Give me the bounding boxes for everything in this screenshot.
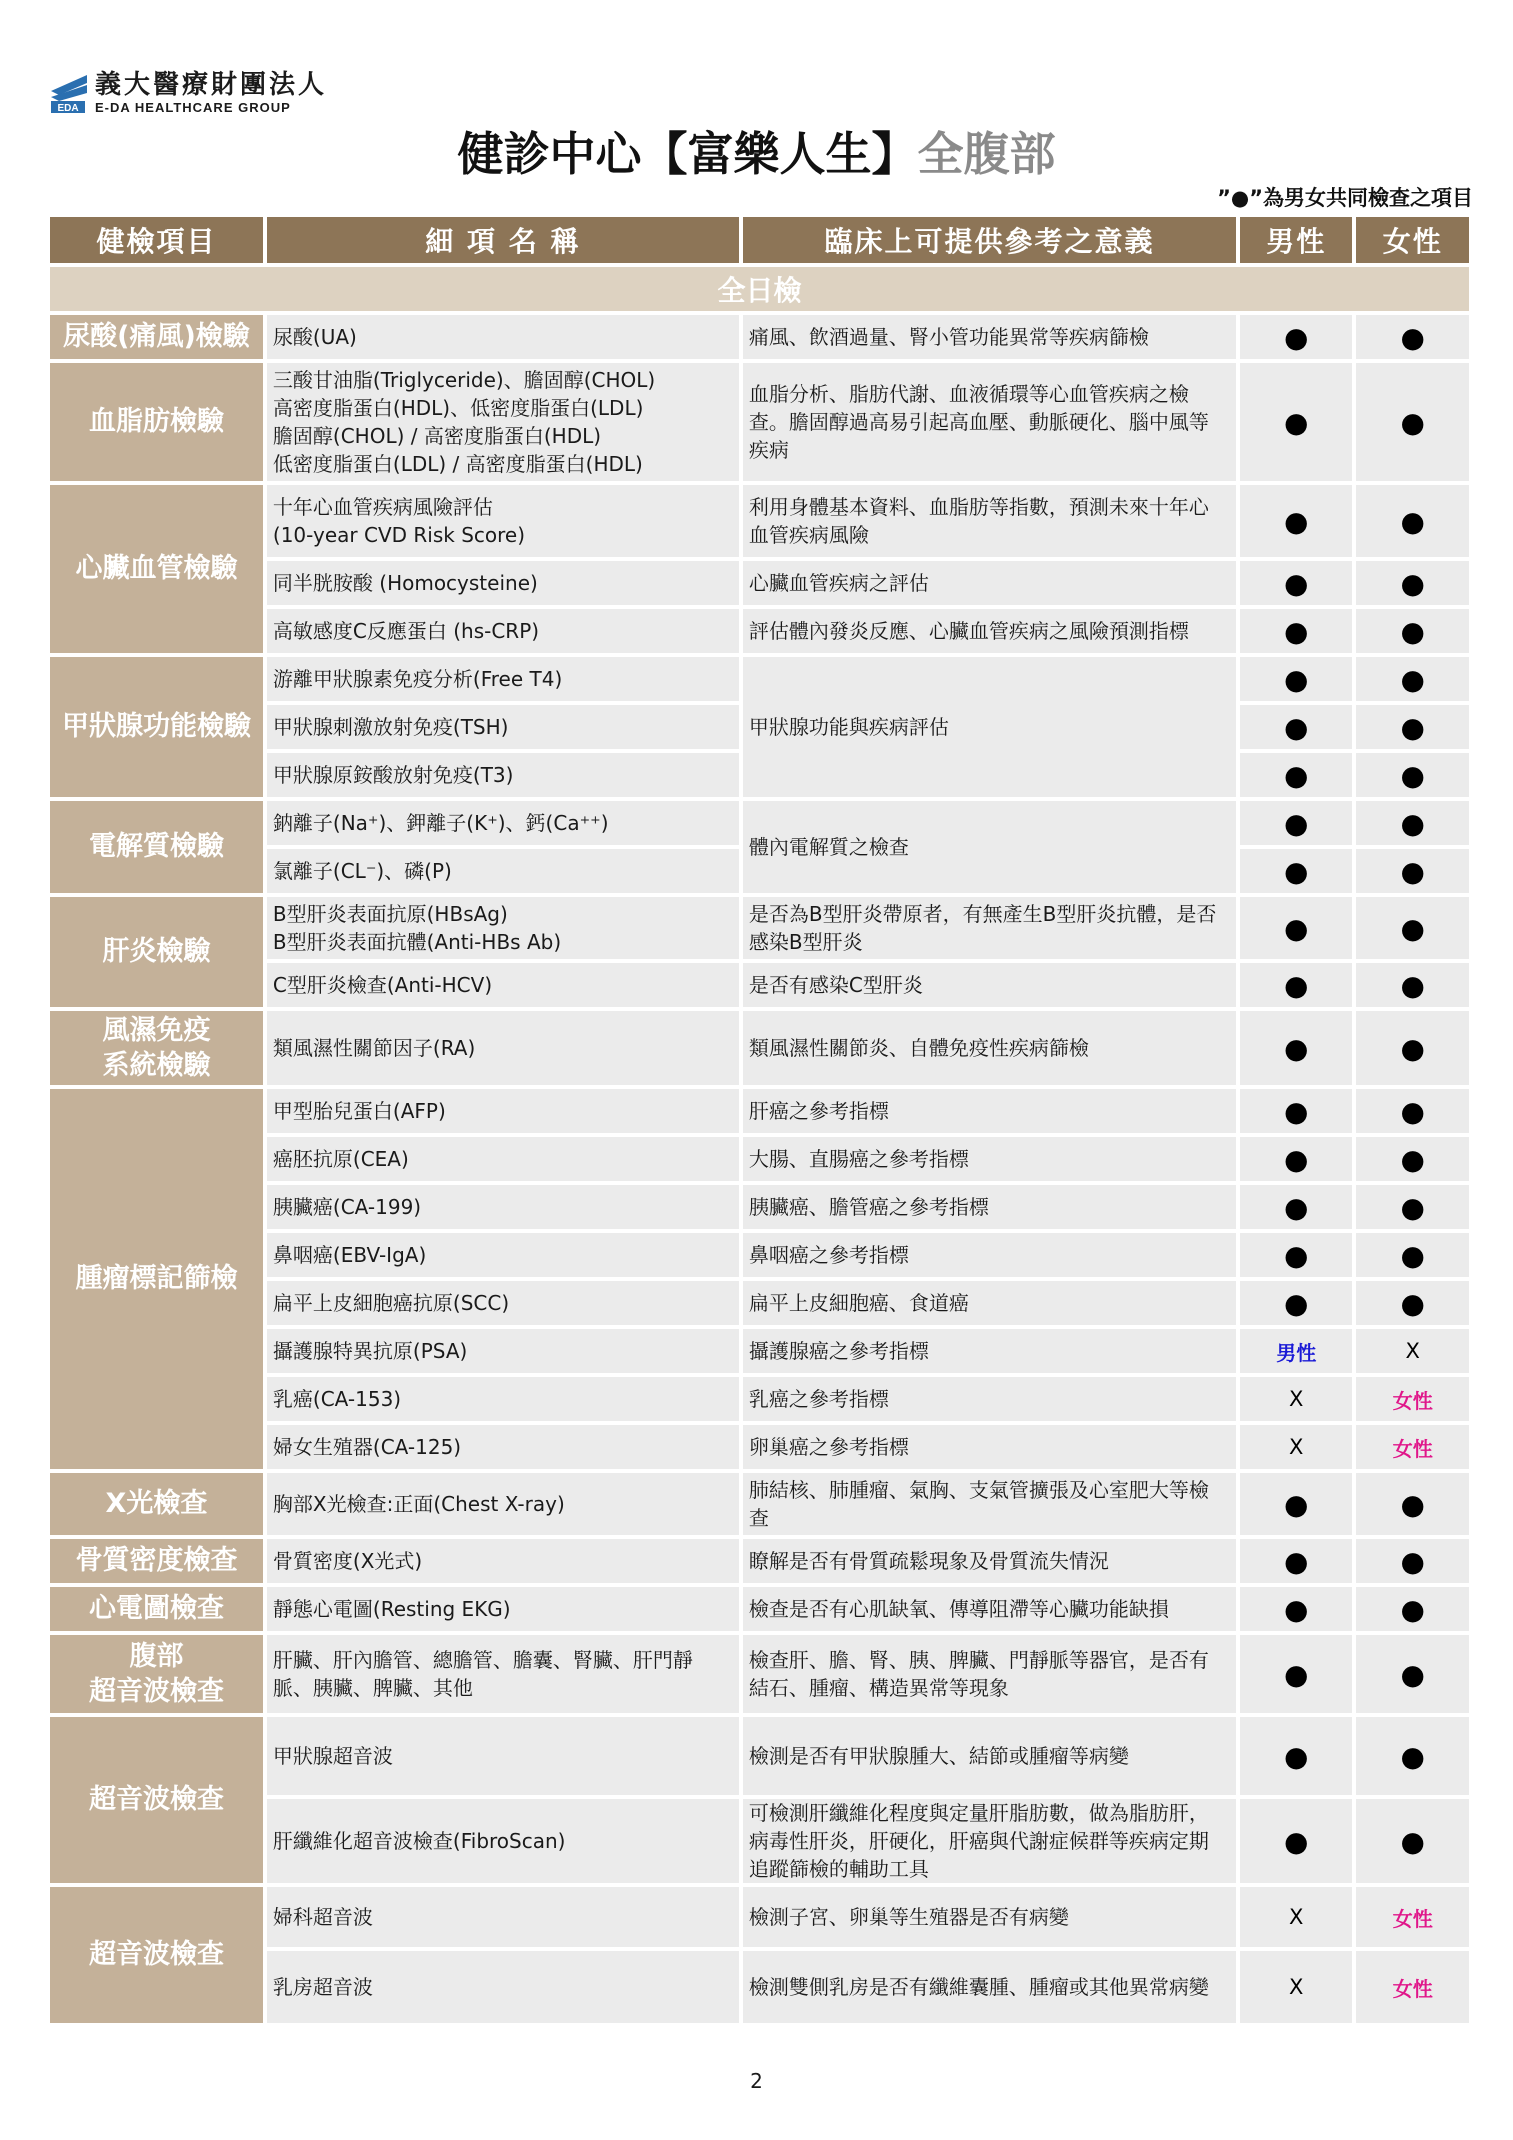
- female-mark: ●: [1356, 1635, 1469, 1713]
- female-mark: ●: [1356, 1089, 1469, 1133]
- title-grey: 全腹部: [917, 127, 1056, 181]
- logo-english-name: E-DA HEALTHCARE GROUP: [95, 100, 291, 115]
- female-mark: ●: [1356, 1717, 1469, 1795]
- item-line: B型肝炎表面抗體(Anti-HBs Ab): [272, 930, 562, 954]
- female-mark: ●: [1356, 1233, 1469, 1277]
- male-mark: ●: [1240, 315, 1352, 359]
- female-mark: ●: [1356, 1799, 1469, 1883]
- male-mark: X: [1240, 1951, 1352, 2023]
- category-thyroid: 甲狀腺功能檢驗: [50, 657, 263, 797]
- male-mark: ●: [1240, 609, 1352, 653]
- table-row: [50, 801, 1469, 845]
- category-uric-acid: 尿酸(痛風)檢驗: [50, 315, 263, 359]
- eda-logo-icon: [47, 71, 91, 115]
- item-name: 胰臟癌(CA-199): [267, 1185, 739, 1229]
- female-mark: [1356, 1377, 1469, 1421]
- table-row: [50, 1089, 1469, 1133]
- table-row: [50, 1473, 1469, 1535]
- item-meaning: 檢測雙側乳房是否有纖維囊腫、腫瘤或其他異常病變: [743, 1951, 1236, 2023]
- item-meaning: 胰臟癌、膽管癌之參考指標: [743, 1185, 1236, 1229]
- logo-chinese-name: 義大醫療財團法人: [95, 70, 328, 100]
- header-item: 細 項 名 稱: [267, 217, 739, 263]
- male-only-label: 男性: [1276, 1340, 1317, 1365]
- item-name: 肝纖維化超音波檢查(FibroScan): [267, 1799, 739, 1883]
- male-mark: ●: [1240, 753, 1352, 797]
- item-meaning: 評估體內發炎反應、心臟血管疾病之風險預測指標: [743, 609, 1236, 653]
- item-name: 甲狀腺刺激放射免疫(TSH): [267, 705, 739, 749]
- item-name: 胸部X光檢查:正面(Chest X-ray): [267, 1473, 739, 1535]
- category-ultrasound: 超音波檢查: [50, 1717, 263, 1883]
- section-row: [50, 267, 1469, 311]
- item-meaning: 體內電解質之檢查: [743, 801, 1236, 893]
- male-mark: ●: [1240, 657, 1352, 701]
- item-name: 尿酸(UA): [267, 315, 739, 359]
- item-name: [267, 1635, 739, 1713]
- table-row: [50, 1539, 1469, 1583]
- meaning-line: 是否為B型肝炎帶原者，有無產生B型肝炎抗體，是否: [748, 902, 1217, 926]
- meaning-line: 可檢測肝纖維化程度與定量肝脂肪數，做為脂肪肝，: [748, 1801, 1209, 1825]
- item-meaning: [743, 485, 1236, 557]
- male-mark: ●: [1240, 1717, 1352, 1795]
- meaning-line: 感染B型肝炎: [748, 930, 863, 954]
- item-meaning: 是否有感染C型肝炎: [743, 963, 1236, 1007]
- meaning-line: 查。膽固醇過高易引起高血壓、動脈硬化、腦中風等: [748, 410, 1209, 434]
- male-mark: ●: [1240, 1539, 1352, 1583]
- header-category: 健檢項目: [50, 217, 263, 263]
- female-mark: ●: [1356, 1137, 1469, 1181]
- male-mark: ●: [1240, 1281, 1352, 1325]
- meaning-line: 血脂分析、脂肪代謝、血液循環等心血管疾病之檢: [748, 382, 1189, 406]
- male-mark: ●: [1240, 485, 1352, 557]
- female-mark: ●: [1356, 1011, 1469, 1085]
- title-main: 健診中心【富樂人生】: [457, 127, 918, 181]
- item-name: 癌胚抗原(CEA): [267, 1137, 739, 1181]
- male-mark: ●: [1240, 849, 1352, 893]
- female-mark: [1356, 1951, 1469, 2023]
- item-line: B型肝炎表面抗原(HBsAg): [272, 902, 508, 926]
- female-mark: ●: [1356, 849, 1469, 893]
- meaning-line: 追蹤篩檢的輔助工具: [748, 1857, 929, 1881]
- svg-text:EDA: EDA: [57, 103, 79, 114]
- item-name: 靜態心電圖(Resting EKG): [267, 1587, 739, 1631]
- male-mark: ●: [1240, 897, 1352, 959]
- male-mark: ●: [1240, 1233, 1352, 1277]
- item-name: 游離甲狀腺素免疫分析(Free T4): [267, 657, 739, 701]
- item-name: C型肝炎檢查(Anti-HCV): [267, 963, 739, 1007]
- male-mark: ●: [1240, 1635, 1352, 1713]
- header-meaning: 臨床上可提供參考之意義: [743, 217, 1236, 263]
- category-abdominal-ultrasound: [50, 1635, 263, 1713]
- female-mark: [1356, 1887, 1469, 1947]
- item-line: 脈、胰臟、脾臟、其他: [272, 1676, 473, 1700]
- category-line: 風濕免疫: [102, 1014, 211, 1046]
- female-mark: ●: [1356, 363, 1469, 481]
- item-name: 乳癌(CA-153): [267, 1377, 739, 1421]
- male-mark: X: [1240, 1887, 1352, 1947]
- item-line: 十年心血管疾病風險評估: [272, 495, 493, 519]
- male-mark: X: [1240, 1377, 1352, 1421]
- male-mark: ●: [1240, 705, 1352, 749]
- male-mark: ●: [1240, 1185, 1352, 1229]
- page-title: [0, 118, 1513, 184]
- item-meaning: 檢查是否有心肌缺氧、傳導阻滯等心臟功能缺損: [743, 1587, 1236, 1631]
- category-ecg: 心電圖檢查: [50, 1587, 263, 1631]
- item-meaning: 乳癌之參考指標: [743, 1377, 1236, 1421]
- item-meaning: 甲狀腺功能與疾病評估: [743, 657, 1236, 797]
- female-mark: ●: [1356, 657, 1469, 701]
- female-mark: ●: [1356, 315, 1469, 359]
- item-name: 鼻咽癌(EBV-IgA): [267, 1233, 739, 1277]
- checkup-table: [46, 213, 1473, 2027]
- item-meaning: 卵巢癌之參考指標: [743, 1425, 1236, 1469]
- category-electrolytes: 電解質檢驗: [50, 801, 263, 893]
- item-name: 甲狀腺原銨酸放射免疫(T3): [267, 753, 739, 797]
- female-mark: ●: [1356, 1539, 1469, 1583]
- female-only-label: 女性: [1392, 1976, 1433, 2001]
- category-hepatitis: 肝炎檢驗: [50, 897, 263, 1007]
- male-mark: [1240, 1329, 1352, 1373]
- table-row: [50, 1587, 1469, 1631]
- meaning-line: 血管疾病風險: [748, 523, 869, 547]
- female-mark: ●: [1356, 609, 1469, 653]
- item-name: 骨質密度(X光式): [267, 1539, 739, 1583]
- category-ultrasound-women: 超音波檢查: [50, 1887, 263, 2023]
- item-name: 同半胱胺酸 (Homocysteine): [267, 561, 739, 605]
- male-mark: ●: [1240, 363, 1352, 481]
- female-mark: ●: [1356, 561, 1469, 605]
- section-title: 全日檢: [50, 267, 1469, 311]
- item-meaning: [743, 1799, 1236, 1883]
- category-line: 系統檢驗: [102, 1050, 211, 1081]
- item-name: 鈉離子(Na⁺)、鉀離子(K⁺)、鈣(Ca⁺⁺): [267, 801, 739, 845]
- table-row: [50, 1887, 1469, 1947]
- table-row: [50, 897, 1469, 959]
- table-row: [50, 485, 1469, 557]
- page-number: 2: [750, 2069, 763, 2093]
- item-name: 甲狀腺超音波: [267, 1717, 739, 1795]
- item-line: 低密度脂蛋白(LDL) / 高密度脂蛋白(HDL): [272, 452, 643, 476]
- female-mark: ●: [1356, 801, 1469, 845]
- female-only-label: 女性: [1392, 1906, 1433, 1931]
- table-row: [50, 1011, 1469, 1085]
- logo: [47, 70, 327, 116]
- female-mark: [1356, 1425, 1469, 1469]
- category-cardiovascular: 心臟血管檢驗: [50, 485, 263, 653]
- item-meaning: 檢測是否有甲狀腺腫大、結節或腫瘤等病變: [743, 1717, 1236, 1795]
- item-meaning: 肝癌之參考指標: [743, 1089, 1236, 1133]
- category-line: 腹部: [129, 1640, 184, 1672]
- header-female: 女性: [1356, 217, 1469, 263]
- meaning-line: 查: [748, 1506, 769, 1530]
- meaning-line: 肺結核、肺腫瘤、氣胸、支氣管擴張及心室肥大等檢: [748, 1478, 1209, 1502]
- female-mark: ●: [1356, 963, 1469, 1007]
- item-line: (10-year CVD Risk Score): [272, 523, 526, 547]
- item-name: [267, 897, 739, 959]
- female-mark: ●: [1356, 753, 1469, 797]
- category-rheumatology: [50, 1011, 263, 1085]
- item-meaning: 扁平上皮細胞癌、食道癌: [743, 1281, 1236, 1325]
- category-lipids: 血脂肪檢驗: [50, 363, 263, 481]
- female-mark: ●: [1356, 485, 1469, 557]
- item-meaning: 類風濕性關節炎、自體免疫性疾病篩檢: [743, 1011, 1236, 1085]
- female-only-label: 女性: [1392, 1388, 1433, 1413]
- item-line: 膽固醇(CHOL) / 高密度脂蛋白(HDL): [272, 424, 602, 448]
- item-name: 攝護腺特異抗原(PSA): [267, 1329, 739, 1373]
- meaning-line: 疾病: [748, 438, 789, 462]
- female-mark: ●: [1356, 1587, 1469, 1631]
- female-mark: ●: [1356, 705, 1469, 749]
- category-line: 超音波檢查: [88, 1676, 224, 1707]
- item-line: 肝臟、肝內膽管、總膽管、膽囊、腎臟、肝門靜: [272, 1648, 693, 1672]
- item-name: 扁平上皮細胞癌抗原(SCC): [267, 1281, 739, 1325]
- table-row: [50, 1635, 1469, 1713]
- item-meaning: 檢測子宮、卵巢等生殖器是否有病變: [743, 1887, 1236, 1947]
- male-mark: ●: [1240, 1011, 1352, 1085]
- item-meaning: 心臟血管疾病之評估: [743, 561, 1236, 605]
- category-bone-density: 骨質密度檢查: [50, 1539, 263, 1583]
- item-meaning: [743, 363, 1236, 481]
- male-mark: ●: [1240, 1137, 1352, 1181]
- female-mark: ●: [1356, 1473, 1469, 1535]
- meaning-line: 病毒性肝炎，肝硬化，肝癌與代謝症候群等疾病定期: [748, 1829, 1209, 1853]
- table-row: [50, 1717, 1469, 1795]
- table-row: [50, 363, 1469, 481]
- female-mark: X: [1356, 1329, 1469, 1373]
- item-name: 婦科超音波: [267, 1887, 739, 1947]
- male-mark: ●: [1240, 1473, 1352, 1535]
- male-mark: ●: [1240, 801, 1352, 845]
- item-name: 高敏感度C反應蛋白 (hs-CRP): [267, 609, 739, 653]
- header-male: 男性: [1240, 217, 1352, 263]
- male-mark: ●: [1240, 561, 1352, 605]
- item-line: 三酸甘油脂(Triglyceride)、膽固醇(CHOL): [272, 368, 656, 392]
- table-row: [50, 315, 1469, 359]
- item-meaning: [743, 1473, 1236, 1535]
- female-only-label: 女性: [1392, 1436, 1433, 1461]
- male-mark: ●: [1240, 1089, 1352, 1133]
- item-name: [267, 363, 739, 481]
- item-name: 乳房超音波: [267, 1951, 739, 2023]
- female-mark: ●: [1356, 1185, 1469, 1229]
- legend-note: ”●”為男女共同檢查之項目: [1217, 186, 1473, 210]
- male-mark: ●: [1240, 1587, 1352, 1631]
- item-meaning: 大腸、直腸癌之參考指標: [743, 1137, 1236, 1181]
- header-row: [50, 217, 1469, 263]
- meaning-line: 結石、腫瘤、構造異常等現象: [748, 1676, 1009, 1700]
- table-row: [50, 657, 1469, 701]
- male-mark: ●: [1240, 1799, 1352, 1883]
- male-mark: X: [1240, 1425, 1352, 1469]
- item-meaning: 攝護腺癌之參考指標: [743, 1329, 1236, 1373]
- item-meaning: [743, 1635, 1236, 1713]
- item-meaning: [743, 897, 1236, 959]
- male-mark: ●: [1240, 963, 1352, 1007]
- item-name: 類風濕性關節因子(RA): [267, 1011, 739, 1085]
- female-mark: ●: [1356, 1281, 1469, 1325]
- female-mark: ●: [1356, 897, 1469, 959]
- item-meaning: 瞭解是否有骨質疏鬆現象及骨質流失情況: [743, 1539, 1236, 1583]
- item-name: 氯離子(CL⁻)、磷(P): [267, 849, 739, 893]
- item-line: 高密度脂蛋白(HDL)、低密度脂蛋白(LDL): [272, 396, 644, 420]
- item-name: [267, 485, 739, 557]
- category-tumor-markers: 腫瘤標記篩檢: [50, 1089, 263, 1469]
- item-meaning: 痛風、飲酒過量、腎小管功能異常等疾病篩檢: [743, 315, 1236, 359]
- item-name: 甲型胎兒蛋白(AFP): [267, 1089, 739, 1133]
- category-xray: X光檢查: [50, 1473, 263, 1535]
- item-name: 婦女生殖器(CA-125): [267, 1425, 739, 1469]
- meaning-line: 檢查肝、膽、腎、胰、脾臟、門靜脈等器官，是否有: [748, 1648, 1209, 1672]
- item-meaning: 鼻咽癌之參考指標: [743, 1233, 1236, 1277]
- meaning-line: 利用身體基本資料、血脂肪等指數，預測未來十年心: [748, 495, 1209, 519]
